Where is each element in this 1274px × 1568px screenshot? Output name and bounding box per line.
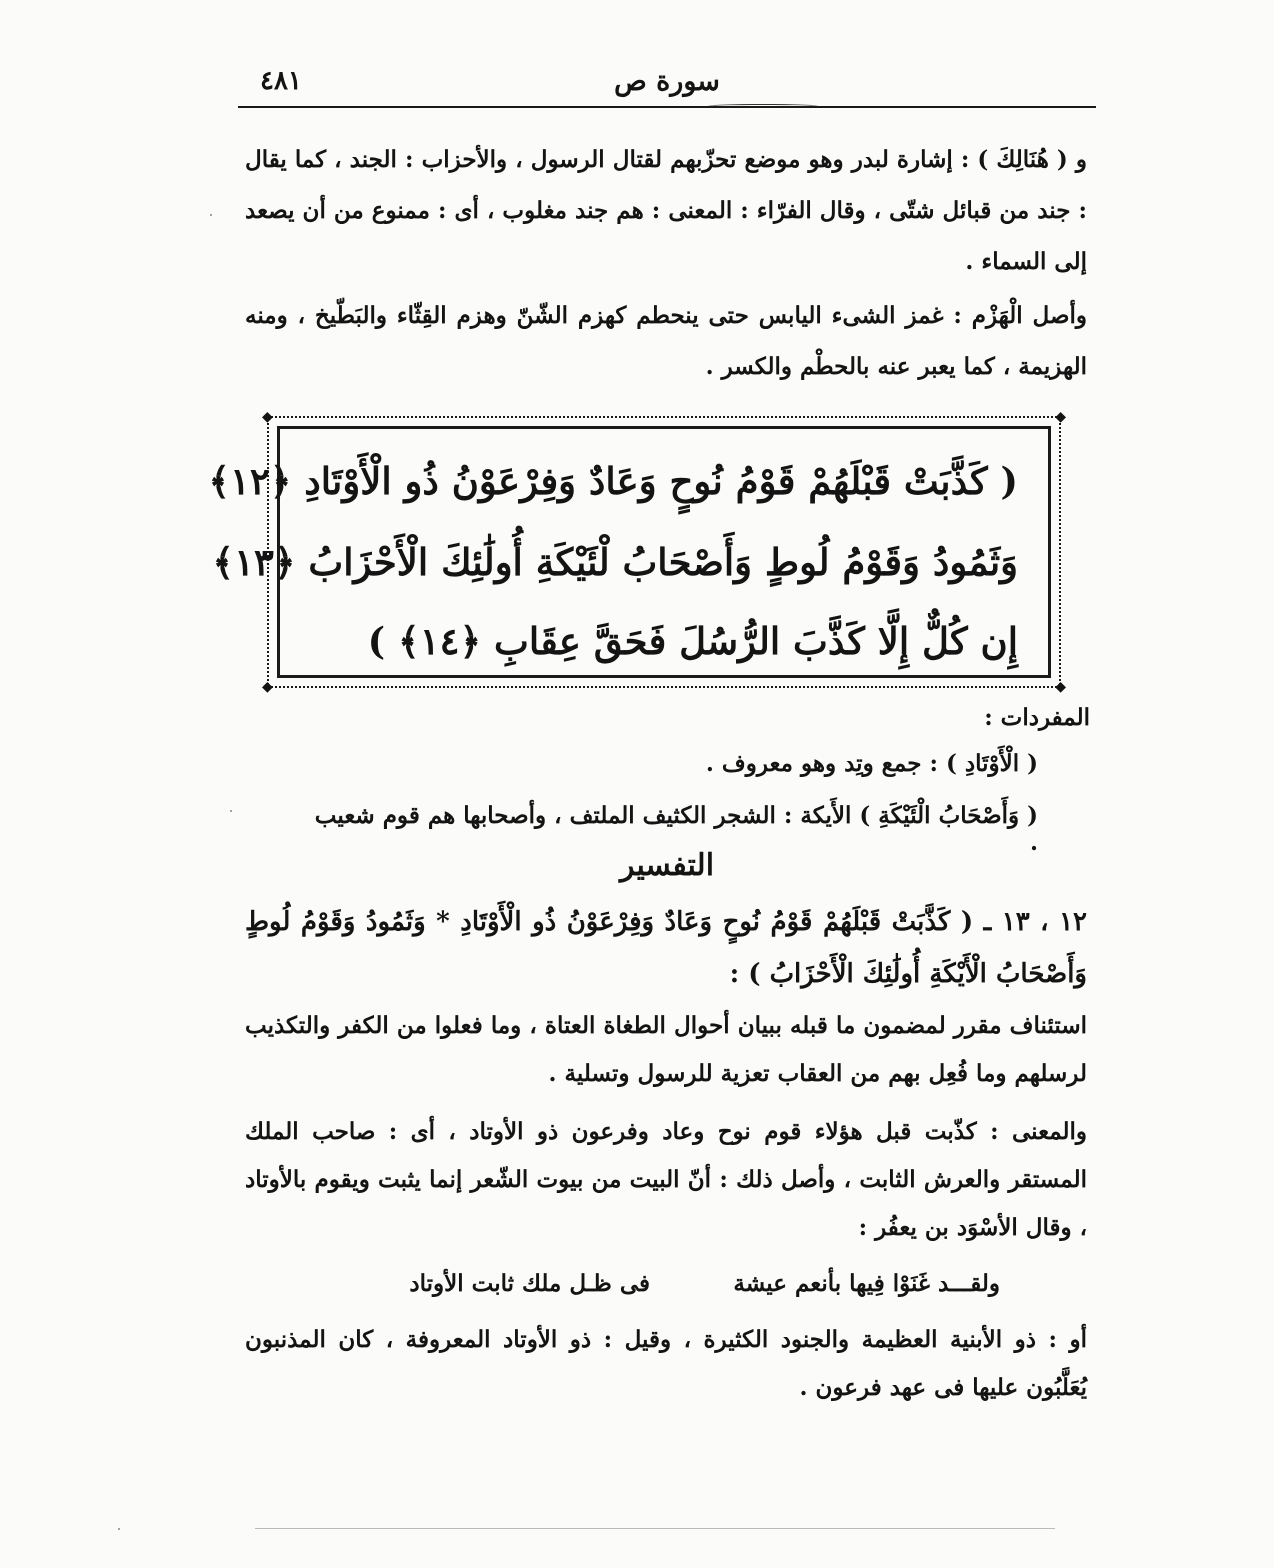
scan-speck <box>210 214 212 216</box>
quran-verse-line-13: وَثَمُودُ وَقَوْمُ لُوطٍ وَأَصْحَابُ لْئَيْكَةِ أُولَٰئِكَ الْأَحْزَابُ ﴿١٣﴾ <box>212 540 1018 584</box>
frame-corner-ornament: ◆ <box>262 409 273 425</box>
poem-verse <box>300 1270 1100 1306</box>
scan-speck <box>118 1528 120 1530</box>
tafsir-heading: التفسير <box>619 848 715 883</box>
frame-corner-ornament: ◆ <box>1055 679 1066 695</box>
quran-verse-line-12: ( كَذَّبَتْ قَبْلَهُمْ قَوْمُ نُوحٍ وَعَادٌ وَفِرْعَوْنُ ذُو الْأَوْتَادِ ﴿١٢﴾ <box>208 459 1018 503</box>
tafsir-paragraph-istinaf: استئناف مقرر لمضمون ما قبله ببيان أحوال الطغاة العتاة ، وما فعلوا من الكفر والتكذيب لرسلهم وما فُعِل بهم من العقاب تعزية للرسول وتسلية . <box>245 1012 1087 1087</box>
paragraph-hunalika: و ( هُنَالِكَ ) : إشارة لبدر وهو موضع تحزّبهم لقتال الرسول ، والأحزاب : الجند ، كما يقال : جند من قبائل شتّى ، وقال الفرّاء : المعنى : هم جند مغلوب ، أى : ممنوع من أن يصعد إلى السماء . <box>245 146 1087 275</box>
tafsir-verse-reference: ١٢ ، ١٣ ـ ( كَذَّبَتْ قَبْلَهُمْ قَوْمُ نُوحٍ وَعَادٌ وَفِرْعَوْنُ ذُو الْأَوْتَادِ * وَثَمُودُ وَقَوْمُ لُوطٍ وَأَصْحَابُ الْأَيْكَةِ أُولَٰئِكَ الْأَحْزَابُ ) : <box>245 907 1087 989</box>
frame-corner-ornament: ◆ <box>1055 409 1066 425</box>
vocabulary-heading: المفردات : <box>984 704 1090 731</box>
paragraph-hazm: وأصل الْهَزْم : غمز الشىء اليابس حتى ينحطم كهزم الشّنّ وهزم القِثّاء والبَطّيخ ، ومنه الهزيمة ، كما يعبر عنه بالحطْم والكسر . <box>245 302 1087 380</box>
quran-verse-line-14: إِن كُلٌّ إِلَّا كَذَّبَ الرُّسُلَ فَحَقَّ عِقَابِ ﴿١٤﴾ ) <box>367 619 1018 663</box>
quran-verse-frame <box>208 409 1066 695</box>
scan-speck <box>230 810 232 812</box>
poem-second-hemistich: فى ظـل ملك ثابت الأوتاد <box>409 1270 650 1297</box>
header-rule <box>238 106 1096 108</box>
vocabulary-item-awtad: ( الْأَوْتَادِ ) : جمع وتِد وهو معروف . <box>705 750 1038 777</box>
page-number: ٤٨١ <box>260 66 302 96</box>
frame-corner-ornament: ◆ <box>262 679 273 695</box>
vocabulary-item-aykah: ( وَأَصْحَابُ الْئَيْكَةِ ) الأَيكة : الشجر الكثيف الملتف ، وأصحابها هم قوم شعيب . <box>314 802 1038 856</box>
tafsir-paragraph-alternative: أو : ذو الأبنية العظيمة والجنود الكثيرة ، وقيل : ذو الأوتاد المعروفة ، كان المذنبون يُعَلَّبُون عليها فى عهد فرعون . <box>245 1326 1087 1401</box>
page-header <box>238 56 1096 108</box>
bottom-scan-rule <box>255 1528 1055 1529</box>
tafsir-paragraph-meaning: والمعنى : كذّبت قبل هؤلاء قوم نوح وعاد وفرعون ذو الأوتاد ، أى : صاحب الملك المستقر والعرش الثابت ، وأصل ذلك : أنّ البيت من بيوت الشّعر إنما يثبت ويقوم بالأوتاد ، وقال الأسْوَد بن يعفُر : <box>245 1118 1087 1241</box>
poem-first-hemistich: ولقـــد غَنَوْا فِيها بأنعم عيشة <box>733 1270 1000 1297</box>
surah-title: سورة ص <box>614 66 720 97</box>
quran-verse-frame-inner <box>208 426 1051 678</box>
